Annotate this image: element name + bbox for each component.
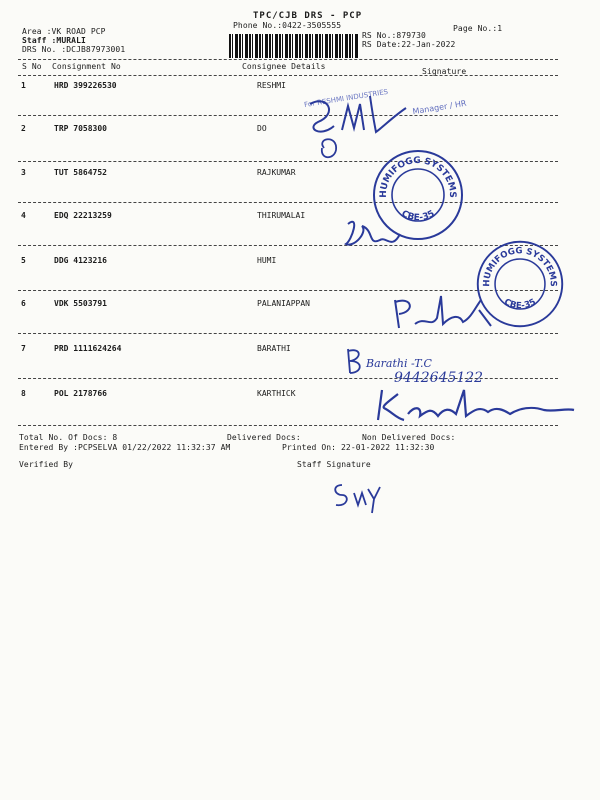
row-consignment: EDQ 22213259 <box>54 211 112 220</box>
signature-palaniappan <box>385 288 495 338</box>
svg-text:HUMIFOGG SYSTEMS: HUMIFOGG SYSTEMS <box>378 155 458 199</box>
staff-label: Staff :MURALI <box>22 36 86 45</box>
staff-signature-label: Staff Signature <box>297 460 371 469</box>
row-sno: 4 <box>21 211 26 220</box>
row-consignment: VDK 5503791 <box>54 299 107 308</box>
entered-by: Entered By :PCPSELVA 01/22/2022 11:32:37 AM <box>19 443 231 452</box>
col-consignment: Consignment No <box>52 62 121 71</box>
col-consignee: Consignee Details <box>242 62 326 71</box>
row-consignee: RESHMI <box>257 81 286 90</box>
rs-date: RS Date:22-Jan-2022 <box>362 40 456 49</box>
row-sno: 5 <box>21 256 26 265</box>
row-sno: 8 <box>21 389 26 398</box>
phone-number: Phone No.:0422-3505555 <box>233 21 342 30</box>
rs-number: RS No.:879730 <box>362 31 426 40</box>
area-label: Area :VK ROAD PCP <box>22 27 106 36</box>
total-docs: Total No. Of Docs: 8 <box>19 433 118 442</box>
row-consignment: PRD 1111624264 <box>54 344 122 353</box>
header-divider <box>18 59 558 60</box>
svg-text:HUMIFOGG SYSTEMS: HUMIFOGG SYSTEMS <box>482 246 558 287</box>
page-number: Page No.:1 <box>453 24 503 33</box>
svg-text:9442645122: 9442645122 <box>394 370 484 386</box>
row-consignee: DO <box>257 124 267 133</box>
svg-text:Barathi -T.C: Barathi -T.C <box>366 357 432 370</box>
svg-text:Manager / HR: Manager / HR <box>411 98 468 117</box>
svg-text:For RESHMI INDUSTRIES: For RESHMI INDUSTRIES <box>303 87 389 110</box>
col-sno: S No <box>22 62 42 71</box>
non-delivered-docs: Non Delivered Docs: <box>362 433 456 442</box>
row-consignment: TRP 7058300 <box>54 124 107 133</box>
delivered-docs: Delivered Docs: <box>227 433 301 442</box>
svg-text:CBE-35: CBE-35 <box>399 208 437 224</box>
row-sno: 3 <box>21 168 26 177</box>
row-sno: 2 <box>21 124 26 133</box>
table-row <box>0 168 600 212</box>
row-consignment: DDG 4123216 <box>54 256 107 265</box>
row-consignee: RAJKUMAR <box>257 168 296 177</box>
row-consignment: HRD 399226530 <box>54 81 117 90</box>
row-sno: 1 <box>21 81 26 90</box>
signature-thirumalai <box>340 210 420 260</box>
row-consignment: TUT 5864752 <box>54 168 107 177</box>
row-sno: 6 <box>21 299 26 308</box>
row-sno: 7 <box>21 344 26 353</box>
row-divider <box>18 202 558 203</box>
drs-title: TPC/CJB DRS - PCP <box>253 11 363 21</box>
signature-karthick <box>370 380 580 430</box>
row-divider <box>18 161 558 162</box>
barcode <box>229 34 359 58</box>
row-consignee: HUMI <box>257 256 277 265</box>
staff-signature <box>328 477 388 517</box>
verified-by: Verified By <box>19 460 74 469</box>
drs-number: DRS No. :DCJB87973001 <box>22 45 126 54</box>
svg-text:CBE-35: CBE-35 <box>502 297 538 312</box>
row-consignee: KARTHICK <box>257 389 296 398</box>
col-signature: Signature <box>422 67 467 76</box>
row-consignment: POL 2178766 <box>54 389 107 398</box>
row-consignee: PALANIAPPAN <box>257 299 310 308</box>
row-consignee: THIRUMALAI <box>257 211 306 220</box>
row-consignee: BARATHI <box>257 344 291 353</box>
printed-on: Printed On: 22-01-2022 11:32:30 <box>282 443 435 452</box>
